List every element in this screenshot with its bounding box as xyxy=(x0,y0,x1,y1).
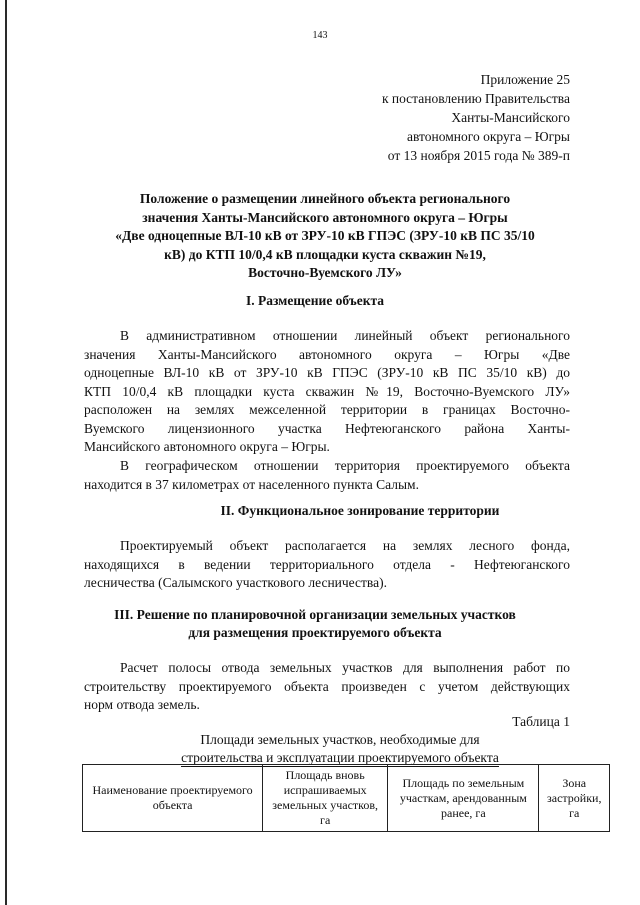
section-2-heading-text: II. Функциональное зонирование территории xyxy=(220,503,500,518)
land-area-table xyxy=(82,764,610,832)
text-line: значения Ханты-Мансийского автономного округа – Югры «Две xyxy=(84,346,570,362)
text-line: находится в 37 километрах от населенного пункта Салым. xyxy=(84,476,419,492)
section-2-heading xyxy=(150,502,570,520)
table-label: Таблица 1 xyxy=(512,714,570,729)
text-line: расположен на землях межселенной территории в границах Восточно- xyxy=(84,402,570,417)
section-3-paragraph xyxy=(84,659,570,715)
appendix-line: к постановлению Правительства xyxy=(381,91,570,106)
table-caption xyxy=(140,731,540,767)
appendix-line: автономного округа – Югры xyxy=(407,129,570,144)
text-line: В географическом отношении территория проектируемого объекта xyxy=(120,458,570,473)
text-line: строительству проектируемого объекта произведен с учетом действующих xyxy=(84,678,570,694)
title-line: Положение о размещении линейного объекта регионального xyxy=(139,191,511,206)
table-header-cell: Площадь вновь испрашиваемых земельных участков, га xyxy=(263,765,388,832)
page-number: 143 xyxy=(312,30,328,41)
text-line: Мансийского автономного округа – Югры. xyxy=(84,439,330,454)
table-header-cell: Наименование проектируемого объекта xyxy=(83,765,263,832)
section-3-heading-line: для размещения проектируемого объекта xyxy=(188,625,442,640)
appendix-line: Приложение 25 xyxy=(480,72,570,87)
section-1-heading xyxy=(60,292,570,310)
text-line: Расчет полосы отвода земельных участков для выполнения работ по xyxy=(120,660,570,675)
table-header-cell: Зона застройки, га xyxy=(539,765,610,832)
table-header-row xyxy=(83,765,610,832)
section-2-paragraph xyxy=(84,537,570,593)
text-line: одноцепные ВЛ-10 кВ от ЗРУ-10 кВ ГПЭС (ЗРУ-10 кВ ПС 35/10 кВ) до xyxy=(84,365,570,380)
title-line: значения Ханты-Мансийского автономного округа – Югры xyxy=(142,209,508,225)
title-line: Восточно-Вуемского ЛУ» xyxy=(248,265,402,280)
text-line: КТП 10/0,4 кВ площадки куста скважин №19, Восточно-Вуемского ЛУ» xyxy=(84,383,570,399)
table-header-cell: Площадь по земельным участкам, арендованным ранее, га xyxy=(388,765,539,832)
text-line: Проектируемый объект располагается на землях лесного фонда, xyxy=(120,538,570,553)
text-line: норм отвода земель. xyxy=(84,697,200,712)
title-line: кВ) до КТП 10/0,4 кВ площадки куста скважин №19, xyxy=(164,246,486,262)
section-1-heading-text: I. Размещение объекта xyxy=(245,293,385,308)
section-1-paragraph-2 xyxy=(84,457,570,494)
text-line: находящихся в ведении территориального отдела - Нефтеюганского xyxy=(84,556,570,572)
scan-edge-line xyxy=(5,0,7,905)
appendix-block xyxy=(330,70,570,165)
table-caption-line: Площади земельных участков, необходимые для xyxy=(200,732,480,747)
section-1-paragraph-1 xyxy=(84,327,570,457)
appendix-line: от 13 ноября 2015 года № 389-п xyxy=(387,148,570,163)
table-caption-line: строительства и эксплуатации проектируемого объекта xyxy=(181,750,499,765)
section-3-heading-line: III. Решение по планировочной организации земельных участков xyxy=(114,607,516,622)
text-line: лесничества (Салымского участкового лесничества). xyxy=(84,575,387,590)
document-title xyxy=(80,190,570,283)
text-line: Вуемского лицензионного участка Нефтеюганского района Ханты- xyxy=(84,420,570,436)
section-3-heading xyxy=(60,606,570,642)
appendix-line: Ханты-Мансийского xyxy=(451,110,570,125)
title-line: «Две одноцепные ВЛ-10 кВ от ЗРУ-10 кВ ГПЭС (ЗРУ-10 кВ ПС 35/10 xyxy=(115,228,535,243)
text-line: В административном отношении линейный объект регионального xyxy=(120,328,570,343)
